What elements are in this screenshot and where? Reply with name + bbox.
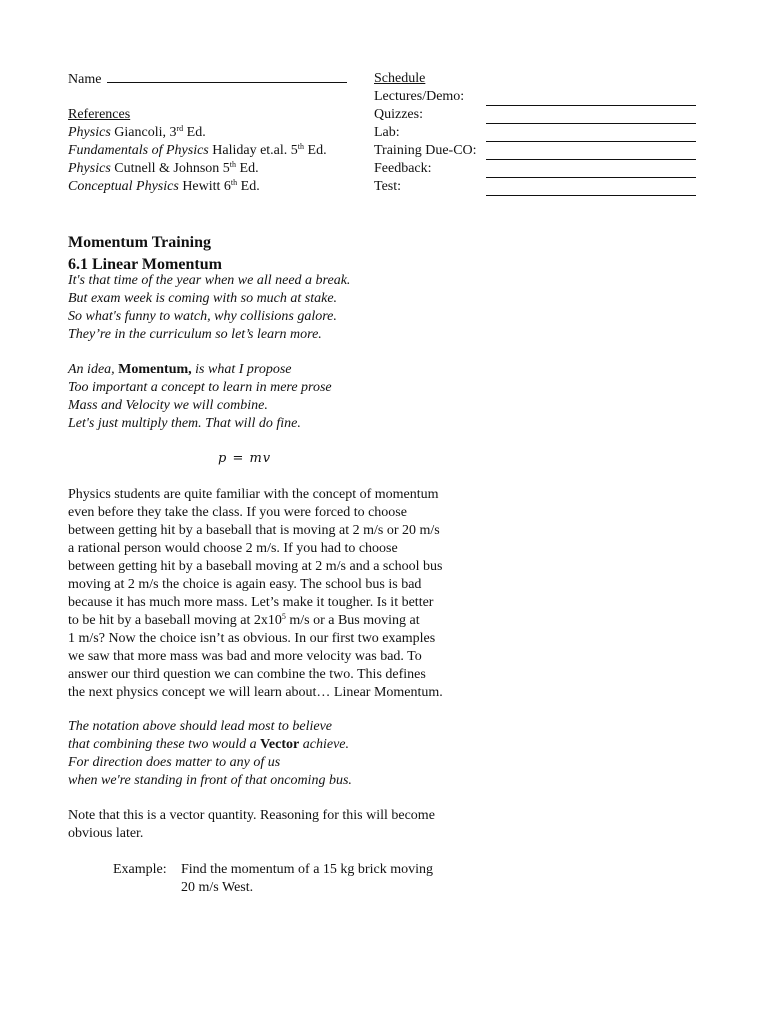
poem-line: It's that time of the year when we all need a break.	[68, 273, 351, 288]
paragraph-line: Physics students are quite familiar with the concept of momentum	[68, 487, 439, 502]
schedule-row: Lectures/Demo:	[374, 88, 704, 106]
paragraph-line: 1 m/s? Now the choice isn’t as obvious. In our first two examples	[68, 631, 436, 646]
example-text-continued: 20 m/s West.	[181, 880, 254, 895]
name-label: Name	[68, 72, 102, 87]
paragraph-line: a rational person would choose 2 m/s. If you had to choose	[68, 541, 398, 556]
vector-term: Vector	[260, 737, 300, 752]
momentum-formula: p = mv	[218, 451, 272, 466]
poem-line: An idea, Momentum, is what I propose	[68, 362, 292, 377]
schedule-block	[374, 70, 704, 196]
paragraph-line: because it has much more mass. Let’s make it tougher. Is it better	[68, 595, 434, 610]
reference-item: Fundamentals of Physics Haliday et.al. 5th Ed.	[68, 142, 327, 158]
vector-note	[68, 807, 435, 843]
poem-line: when we're standing in front of that oncoming bus.	[68, 773, 352, 788]
example-text: Find the momentum of a 15 kg brick moving	[181, 862, 433, 877]
poem-stanza-3	[68, 718, 352, 790]
schedule-row: Quizzes:	[374, 106, 704, 124]
section-title: 6.1 Linear Momentum	[68, 256, 222, 273]
poem-line: They’re in the curriculum so let’s learn more.	[68, 327, 322, 342]
schedule-heading: Schedule	[374, 71, 426, 86]
name-blank-line[interactable]	[107, 70, 347, 83]
paragraph-line: answer our third question we can combine the two. This defines	[68, 667, 426, 682]
schedule-blank-line[interactable]	[486, 164, 696, 178]
poem-line: Let's just multiply them. That will do fine.	[68, 416, 301, 431]
schedule-row: Test:	[374, 178, 704, 196]
example-label: Example:	[113, 862, 167, 877]
schedule-row: Training Due-CO:	[374, 142, 704, 160]
reference-item: Physics Giancoli, 3rd Ed.	[68, 124, 206, 140]
explanation-paragraph	[68, 486, 488, 702]
poem-line: But exam week is coming with so much at stake.	[68, 291, 338, 306]
references-heading: References	[68, 107, 131, 122]
schedule-row: Lab:	[374, 124, 704, 142]
poem-line: The notation above should lead most to believe	[68, 719, 333, 734]
schedule-blank-line[interactable]	[486, 92, 696, 106]
paragraph-line: between getting hit by a baseball moving at 2 m/s and a school bus	[68, 559, 443, 574]
paragraph-line: between getting hit by a baseball that is moving at 2 m/s or 20 m/s	[68, 523, 440, 538]
references-block	[68, 106, 327, 196]
schedule-blank-line[interactable]	[486, 110, 696, 124]
schedule-blank-line[interactable]	[486, 182, 696, 196]
poem-line: Mass and Velocity we will combine.	[68, 398, 268, 413]
paragraph-line: moving at 2 m/s the choice is again easy. The school bus is bad	[68, 577, 422, 592]
poem-stanza-1	[68, 272, 350, 344]
paragraph-line: the next physics concept we will learn about… Linear Momentum.	[68, 685, 443, 700]
note-line: obvious later.	[68, 826, 144, 841]
paragraph-line: even before they take the class. If you were forced to choose	[68, 505, 407, 520]
page-title-block	[68, 232, 222, 276]
paragraph-line: to be hit by a baseball moving at $2x10^5$ m/s or a Bus moving at	[68, 612, 420, 628]
reference-item: Physics Cutnell & Johnson 5th Ed.	[68, 160, 259, 176]
page-title: Momentum Training	[68, 234, 211, 251]
schedule-row: Feedback:	[374, 160, 704, 178]
name-field-row	[68, 70, 347, 89]
poem-line: Too important a concept to learn in mere prose	[68, 380, 332, 395]
paragraph-line: we saw that more mass was bad and more velocity was bad. To	[68, 649, 422, 664]
example-problem	[113, 861, 433, 897]
schedule-blank-line[interactable]	[486, 128, 696, 142]
poem-line: that combining these two would a Vector achieve.	[68, 737, 349, 752]
reference-item: Conceptual Physics Hewitt 6th Ed.	[68, 178, 260, 194]
poem-stanza-2	[68, 361, 332, 433]
poem-line: So what's funny to watch, why collisions galore.	[68, 309, 337, 324]
schedule-blank-line[interactable]	[486, 146, 696, 160]
momentum-term: Momentum,	[118, 362, 192, 377]
note-line: Note that this is a vector quantity. Reasoning for this will become	[68, 808, 435, 823]
poem-line: For direction does matter to any of us	[68, 755, 281, 770]
